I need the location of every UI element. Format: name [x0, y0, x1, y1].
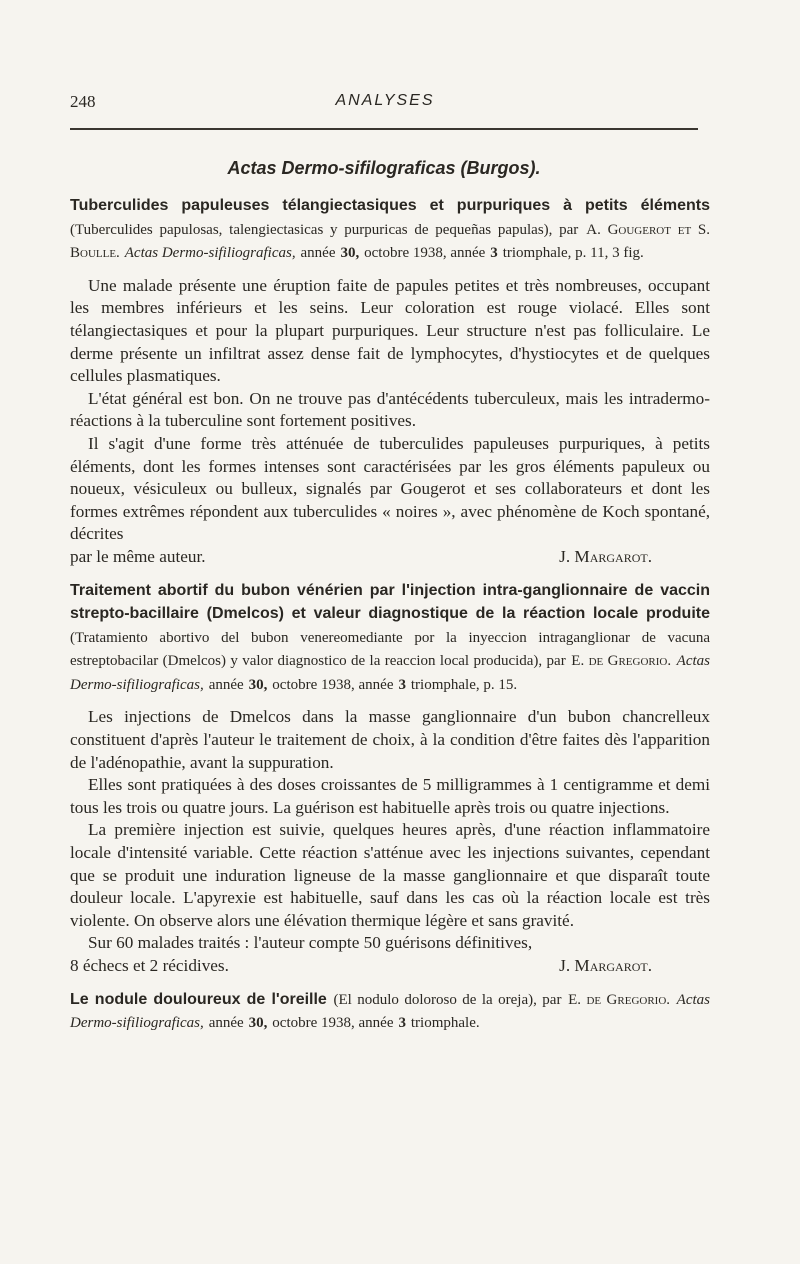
article-1: [70, 194, 710, 569]
spacer: [70, 978, 710, 988]
signature-line: [70, 955, 710, 978]
article-heading: [70, 988, 710, 1035]
article-column: [70, 194, 710, 1035]
citation-end: triomphale.: [410, 1015, 480, 1032]
header-rule: [70, 128, 698, 130]
closing-text: 8 échecs et 2 récidives.: [70, 956, 229, 975]
citation-year-num: 3: [398, 1015, 406, 1032]
article-title: Traitement abortif du bubon vénérien par l'injection intra-ganglionnaire de vaccin strepto-bacillaire (Dmelcos) et valeur diagnostique de la réaction locale produite: [70, 581, 710, 623]
citation-pre: année: [208, 1015, 244, 1032]
citation-end: triomphale, p. 15.: [410, 676, 518, 693]
spacer: [70, 265, 710, 275]
paragraph: Il s'agit d'une forme très atténuée de tuberculides papuleuses purpuriques, à petits éléments, dont les formes intenses sont caractérisées par les gros éléments papuleux ou noueux, vésiculeux ou bulleux, signalés par Gougerot et ses collaborateurs et dont les formes extrêmes répondent aux tuberculides « noires », avec phénomène de Koch spontané, décrites: [70, 433, 710, 544]
article-3: [70, 988, 710, 1035]
citation-year-num: 3: [398, 676, 406, 693]
citation-end: triomphale, p. 11, 3 fig.: [502, 245, 644, 262]
journal-reference: Actas Dermo-sifiliograficas,: [70, 991, 710, 1032]
citation-pre: année: [208, 676, 244, 693]
article-2: [70, 579, 710, 978]
paragraph: Les injections de Dmelcos dans la masse ganglionnaire d'un bubon chancrelleux constituent d'après l'auteur le traitement de choix, à la condition d'être faites dès l'apparition de l'adénopathie, avant la suppuration.: [70, 707, 710, 772]
journal-reference: Actas Dermo-sifiliograficas,: [70, 653, 710, 693]
citation-post: octobre 1938, année: [272, 676, 394, 693]
article-authors: E. de Gregorio.: [568, 991, 671, 1008]
citation-volume: 30,: [340, 245, 360, 262]
spanish-title: (Tuberculides papulosas, talengiectasicas y purpuricas de pequeñas papulas), par: [70, 221, 579, 238]
article-authors: A. Gougerot et S. Boulle.: [70, 221, 711, 262]
journal-title: Actas Dermo-sifilograficas (Burgos).: [227, 158, 541, 178]
citation-volume: 30,: [248, 676, 268, 693]
paragraph: Elles sont pratiquées à des doses croissantes de 5 milligrammes à 1 centigramme et demi tous les trois ou quatre jours. La guérison est habituelle après trois ou quatre injections.: [70, 775, 710, 817]
running-title: ANALYSES: [335, 92, 435, 109]
paragraph: Sur 60 malades traités : l'auteur compte 50 guérisons définitives,: [88, 933, 533, 953]
paragraph: Une malade présente une éruption faite de papules petites et très nombreuses, occupant les membres inférieurs et les seins. Leur coloration est rouge violacé. Elles sont télangiectasiques et pour la plupart purpuriques. Leur structure n'est pas folliculaire. Le derme présente un infiltrat assez dense fait de lymphocytes, d'hystiocytes et de quelques cellules plasmatiques.: [70, 275, 710, 386]
citation-post: octobre 1938, année: [364, 245, 486, 262]
signature: J. Margarot.: [559, 546, 652, 566]
journal-reference: Actas Dermo-sifiliograficas,: [124, 245, 296, 262]
article-heading: [70, 579, 710, 697]
spanish-title: (Tratamiento abortivo del bubon venereomediante por la inyeccion intraganglionar de vacuna estreptobacilar (Dmelcos) y valor diagnostico de la reaccion local producida), par: [70, 629, 710, 670]
citation-volume: 30,: [248, 1015, 268, 1032]
paragraph: L'état général est bon. On ne trouve pas d'antécédents tuberculeux, mais les intradermo-réactions à la tuberculine sont fortement positives.: [70, 388, 710, 431]
signature-line: [70, 546, 710, 569]
article-title: Tuberculides papuleuses télangiectasiques et purpuriques à petits éléments: [70, 197, 710, 214]
citation-pre: année: [300, 245, 336, 262]
article-title: Le nodule douloureux de l'oreille: [70, 990, 327, 1008]
page-number: 248: [70, 92, 96, 111]
citation-year-num: 3: [490, 245, 498, 262]
spacer: [70, 569, 710, 579]
closing-text: par le même auteur.: [70, 546, 206, 566]
paragraph: La première injection est suivie, quelques heures après, d'une réaction inflammatoire locale d'intensité variable. Cette réaction s'atténue avec les injections suivantes, cependant que se produit une induration ligneuse de la masse ganglionnaire et que disparaît toute douleur locale. L'apyrexie est habituelle, sauf dans les cas où la réaction locale est très violente. On observe alors une élévation thermique légère et sans gravité.: [70, 820, 710, 930]
running-header: [70, 92, 700, 116]
signature: J. Margarot.: [559, 956, 652, 975]
citation-post: octobre 1938, année: [272, 1015, 394, 1032]
spanish-title: (El nodulo doloroso de la oreja), par: [333, 991, 562, 1008]
spacer: [70, 696, 710, 706]
article-authors: E. de Gregorio.: [571, 653, 672, 670]
article-heading: [70, 194, 710, 265]
